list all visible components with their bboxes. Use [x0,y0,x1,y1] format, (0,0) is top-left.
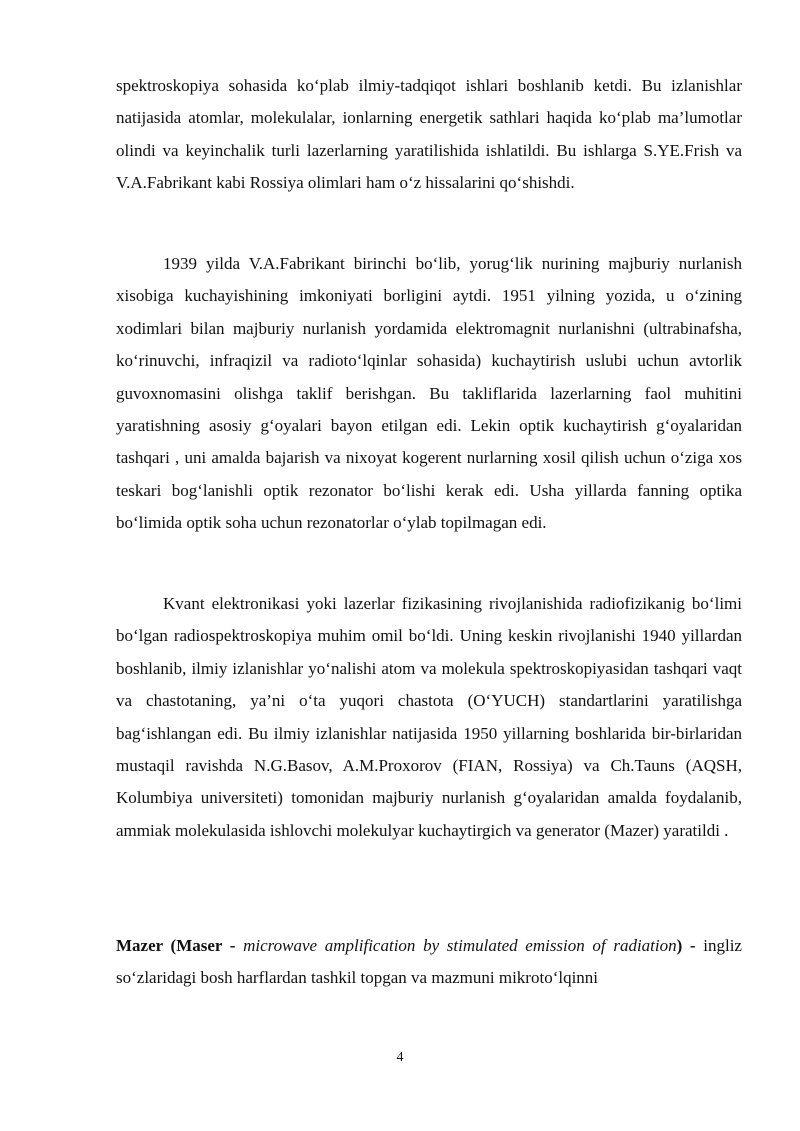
paragraph-2 [116,248,742,540]
paragraph-3-text: Kvant elektronikasi yoki lazerlar fizikasining rivojlanishida radiofizikanig bo‘limi bo‘lgan radiospektroskopiya muhim omil bo‘ldi. Uning keskin rivojlanishi 1940 yillardan boshlanib, ilmiy izlanishlar yo‘nalishi atom va molekula spektroskopiyasidan tashqari vaqt va chastotaning, ya’ni o‘ta yuqori chastota (O‘YUCH) standartlarini yaratilishga bag‘ishlangan edi. Bu ilmiy izlanishlar natijasida 1950 yillarning boshlarida bir-birlaridan mustaqil ravishda N.G.Basov, A.M.Proxorov (FIAN, Rossiya) va Ch.Tauns (AQSH, Kolumbiya universiteti) tomonidan majburiy nurlanish g‘oyalaridan amalda foydalanib, ammiak molekulasida ishlovchi molekulyar kuchaytirgich va generator (Mazer) yaratildi . [116,594,742,840]
paragraph-1 [116,70,742,200]
paragraph-3 [116,588,742,847]
definition-expansion: microwave amplification by stimulated emission of radiation [235,936,677,955]
definition-term: Mazer (Maser - [116,936,236,955]
page-number: 4 [396,1050,404,1065]
paragraph-1-text: spektroskopiya sohasida ko‘plab ilmiy-tadqiqot ishlari boshlanib ketdi. Bu izlanishlar natijasida atomlar, molekulalar, ionlarning energetik sathlari haqida ko‘plab ma’lumotlar olindi va keyinchalik turli lazerlarning yaratilishida ishlatildi. Bu ishlarga S.YE.Frish va V.A.Fabrikant kabi Rossiya olimlari ham o‘z hissalarini qo‘shishdi. [116,76,742,193]
maser-definition [116,930,742,995]
maser-definition-text [116,930,742,995]
definition-close: ) - [676,936,696,955]
paragraph-2-text: 1939 yilda V.A.Fabrikant birinchi bo‘lib, yorug‘lik nurining majburiy nurlanish xisobiga kuchayishining imkoniyati borligini aytdi. 1951 yilning yozida, u o‘zining xodimlari bilan majburiy nurlanish yordamida elektromagnit nurlanishni (ultrabinafsha, ko‘rinuvchi, infraqizil va radioto‘lqinlar sohasida) kuchaytirish uslubi uchun avtorlik guvoxnomasini olishga taklif berishgan. Bu takliflarida lazerlarning faol muhitini yaratishning asosiy g‘oyalari bayon etilgan edi. Lekin optik kuchaytirish g‘oyalaridan tashqari , uni amalda bajarish va nixoyat kogerent nurlarning xosil qilish uchun o‘ziga xos teskari bog‘lanishli optik rezonator bo‘lishi kerak edi. Usha yillarda fanning optika bo‘limida optik soha uchun rezonatorlar o‘ylab topilmagan edi. [116,254,742,533]
definition-rest: ingliz so‘zlaridagi bosh harflardan tashkil topgan va mazmuni mikroto‘lqinni [116,936,742,988]
